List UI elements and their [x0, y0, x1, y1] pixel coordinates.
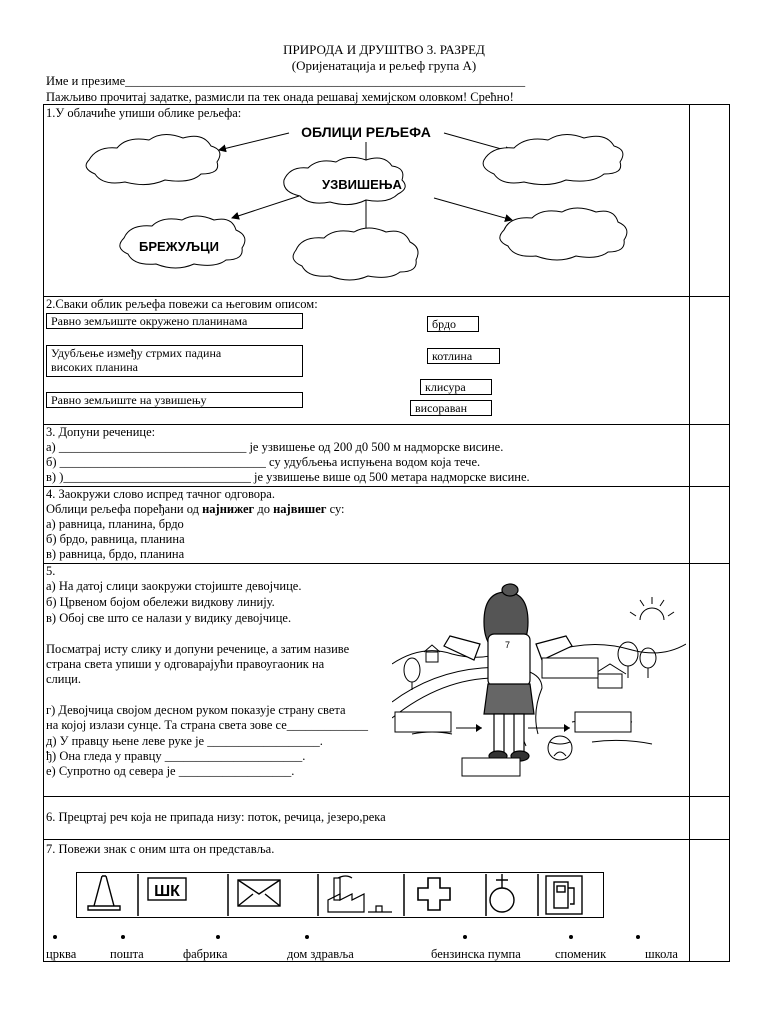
cloud-shapes — [86, 134, 627, 280]
label-gas-station: бензинска пумпа — [431, 947, 521, 961]
envelope-icon — [238, 880, 280, 906]
direction-box-bottom[interactable] — [462, 758, 520, 776]
connect-dot[interactable] — [569, 935, 573, 939]
task2-prompt: 2.Сваки облик рељефа повежи са његовим описом: — [46, 297, 318, 311]
connect-dot[interactable] — [305, 935, 309, 939]
score-column-divider — [689, 104, 690, 961]
desc-box-2-line2: високих планина — [51, 360, 138, 374]
cloud-label-top: ОБЛИЦИ РЕЉЕФА — [301, 124, 431, 140]
term-box-kotlina[interactable]: котлина — [427, 348, 500, 364]
task3-item-a[interactable]: а) ______________________________ је узвишење од 200 д0 500 м надморске висине. — [46, 440, 504, 454]
desc-box-1[interactable]: Равно земљиште окружено планинама — [46, 313, 303, 329]
term-box-brdo[interactable]: брдо — [427, 316, 479, 332]
connect-dot[interactable] — [636, 935, 640, 939]
connect-dot[interactable] — [463, 935, 467, 939]
worksheet-title: ПРИРОДА И ДРУШТВО 3. РАЗРЕД — [283, 42, 485, 57]
term-box-visoravan[interactable]: висораван — [410, 400, 492, 416]
task4-q-pre: Облици рељефа поређани од — [46, 502, 203, 516]
cloud-label-left: БРЕЖУЉЦИ — [139, 239, 219, 254]
label-factory: фабрика — [183, 947, 228, 961]
task4-q-lowest: најнижег — [202, 502, 255, 516]
direction-box-right-arm[interactable] — [542, 658, 598, 678]
map-symbols — [76, 872, 604, 918]
task1-prompt: 1.У облачиће упиши облике рељефа: — [46, 106, 242, 120]
school-symbol-label: ШК — [154, 883, 180, 900]
task3-item-c[interactable]: в) )______________________________ је узвишење више од 500 метара надморске висине. — [46, 470, 530, 484]
connect-dot[interactable] — [53, 935, 57, 939]
worksheet-subtitle: (Оријенатација и рељеф група А) — [291, 58, 477, 73]
task5-number: 5. — [46, 564, 56, 578]
task4-option-c[interactable]: в) равница, брдо, планина — [46, 547, 185, 561]
label-post: пошта — [110, 947, 144, 961]
monument-symbol-icon — [88, 876, 120, 910]
task4-q-highest: највишег — [273, 502, 327, 516]
cross-health-icon — [418, 878, 450, 910]
task5-item-g2[interactable]: на којој излази сунце. Та страна света зове се_____________ — [46, 718, 368, 732]
task5-para-2: страна света упиши у одговарајући правоугаоник на — [46, 657, 325, 671]
direction-box-left[interactable] — [395, 712, 451, 732]
name-line[interactable]: Име и презиме________________________________________________________________ — [46, 74, 526, 88]
task4-option-a[interactable]: а) равница, планина, брдо — [46, 517, 184, 531]
task4-q-post: су: — [326, 502, 345, 516]
task5-item-dj[interactable]: ђ) Она гледа у правцу ______________________. — [46, 749, 306, 763]
label-church: црква — [46, 947, 77, 961]
desc-box-2-line1: Удубљење између стрмих падина — [51, 346, 222, 360]
desc-box-3[interactable]: Равно земљиште на узвишењу — [46, 392, 303, 408]
direction-box-right[interactable] — [575, 712, 631, 732]
cloud-label-mid: УЗВИШЕЊА — [322, 177, 402, 192]
label-school: школа — [645, 947, 678, 961]
row-divider-5 — [43, 796, 729, 797]
svg-text:7: 7 — [505, 640, 511, 650]
task6-prompt: 6. Прецртај реч која не припада низу: поток, речица, језеро,река — [46, 810, 386, 824]
church-symbol-icon — [490, 874, 514, 912]
task5-item-d[interactable]: д) У правцу њене леве руке је __________________. — [46, 734, 323, 748]
label-health-center: дом здравља — [287, 947, 354, 961]
task5-para-3: слици. — [46, 672, 81, 686]
girl-landscape-illustration — [392, 582, 686, 794]
connect-dot[interactable] — [121, 935, 125, 939]
task5-item-b: б) Црвеном бојом обележи видкову линију. — [46, 595, 275, 609]
row-divider-4 — [43, 563, 729, 564]
term-box-klisura[interactable]: клисура — [420, 379, 492, 395]
task3-prompt: 3. Допуни реченице: — [46, 425, 156, 439]
task5-item-g1: г) Девојчица својом десном руком показује страну света — [46, 703, 346, 717]
instruction-text: Пажљиво прочитај задатке, размисли па тек онада решавај хемијском оловком! Срећно! — [46, 90, 514, 104]
connect-dot[interactable] — [216, 935, 220, 939]
factory-icon — [328, 876, 392, 912]
ball-icon — [548, 736, 572, 760]
task3-item-b[interactable]: б) _________________________________ су удубљења испуњена водом која тече. — [46, 455, 481, 469]
desc-box-2[interactable] — [46, 345, 303, 377]
task4-q-mid: до — [254, 502, 274, 516]
relief-diagram — [44, 118, 689, 294]
sun-icon — [630, 597, 674, 620]
task5-item-c: в) Обој све што се налази у видику девојчице. — [46, 611, 292, 625]
task5-item-a: а) На датој слици заокружи стојиште девојчице. — [46, 579, 302, 593]
task7-prompt: 7. Повежи знак с оним шта он представља. — [46, 842, 275, 856]
task5-para-1: Посматрај исту слику и допуни реченице, а затим називе — [46, 642, 350, 656]
row-divider-6 — [43, 839, 729, 840]
task4-question — [46, 502, 345, 517]
task5-item-e[interactable]: е) Супротно од севера је __________________. — [46, 764, 295, 778]
task4-option-b[interactable]: б) брдо, равница, планина — [46, 532, 185, 546]
gas-pump-icon — [546, 876, 582, 914]
label-monument: споменик — [555, 947, 607, 961]
task4-prompt: 4. Заокружи слово испред тачног одговора. — [46, 487, 275, 501]
